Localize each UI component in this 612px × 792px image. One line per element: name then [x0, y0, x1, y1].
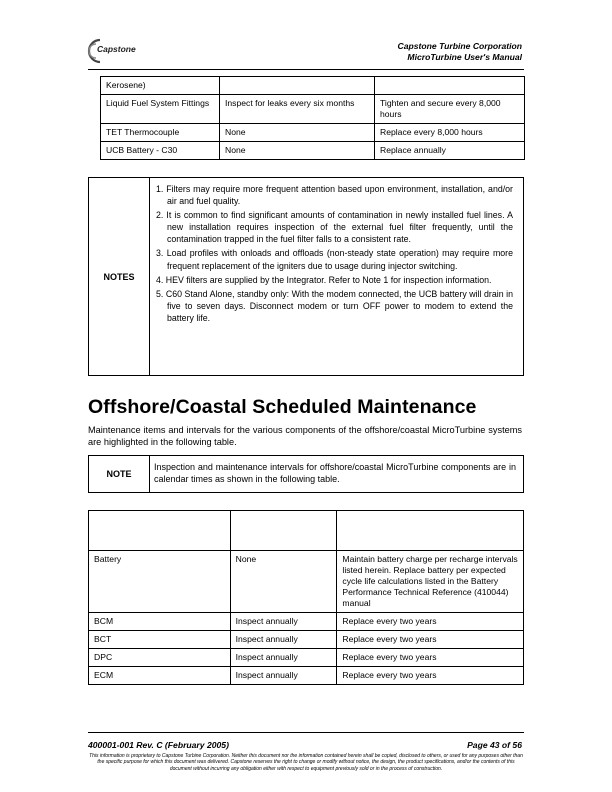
table-cell: [220, 77, 375, 95]
proprietary-notice: This information is proprietary to Capstone Turbine Corporation. Neither this document nor the information contained herein shall be copied, disclosed to others, or used for any purposes other than the specific purpose for which this document was delivered. Capstone reserves the right to change or modify without notice, the design, the product specifications, and/or the contents of this document without incurring any obligation either with respect to equipment previously sold or in the process of construction.: [89, 753, 523, 772]
table-cell: Kerosene): [101, 77, 220, 95]
manual-name: MicroTurbine User's Manual: [407, 52, 522, 62]
note-item: 5. C60 Stand Alone, standby only: With the modem connected, the UCB battery will drain in five to seven days. Disconnect modem or turn OFF power to modem to extend the battery life.: [156, 288, 513, 323]
note-item: 2. It is common to find significant amounts of contamination in newly installed fuel lines. A new installation requires inspection of the external fuel filter frequently, until the contamination trapped in the fuel filter falls to a consistent rate.: [156, 210, 513, 245]
note-item: 1. Filters may require more frequent attention based upon environment, installation, and/or air and fuel quality.: [156, 184, 513, 207]
table-cell: ECM: [89, 667, 231, 685]
header-rule: [88, 69, 524, 70]
maintenance-table-continued: [100, 76, 525, 160]
note-label: NOTE: [89, 456, 150, 492]
footer-rule: [88, 732, 524, 733]
table-cell: Inspect for leaks every six months: [220, 95, 375, 124]
table-row: [101, 124, 525, 142]
table-cell: Replace every two years: [337, 649, 524, 667]
section-intro: Maintenance items and intervals for the various components of the offshore/coastal MicroTurbine systems are highlighted in the following table.: [88, 425, 522, 448]
offshore-maintenance-table: [88, 510, 524, 685]
note-box: [88, 455, 524, 493]
table-cell: BCT: [89, 631, 231, 649]
logo-text: Capstone: [97, 44, 136, 54]
table-cell: Battery: [89, 551, 231, 613]
table-cell: None: [220, 142, 375, 160]
table-cell: Replace every two years: [337, 667, 524, 685]
notes-label: NOTES: [89, 178, 150, 375]
page-number: Page 43 of 56: [467, 740, 522, 750]
table-cell: UCB Battery - C30: [101, 142, 220, 160]
table-cell: Replace annually: [375, 142, 525, 160]
company-name: Capstone Turbine Corporation: [397, 41, 522, 51]
notes-list: [153, 183, 513, 326]
table-cell: Liquid Fuel System Fittings: [101, 95, 220, 124]
note-item: 4. HEV filters are supplied by the Integrator. Refer to Note 1 for inspection information.: [156, 274, 492, 285]
table-cell: TET Thermocouple: [101, 124, 220, 142]
table-cell: Replace every two years: [337, 613, 524, 631]
table-cell: Inspect annually: [230, 649, 337, 667]
table-row: [101, 77, 525, 95]
table-cell: DPC: [89, 649, 231, 667]
table-row: [89, 551, 524, 613]
table-cell: [230, 511, 337, 551]
table-header-row: [89, 511, 524, 551]
table-cell: Tighten and secure every 8,000 hours: [375, 95, 525, 124]
table-cell: [89, 511, 231, 551]
table-cell: None: [230, 551, 337, 613]
table-cell: Maintain battery charge per recharge intervals listed herein. Replace battery per expected cycle life calculations listed in the Battery Performance Technical Reference (410044) manual: [337, 551, 524, 613]
table-cell: None: [220, 124, 375, 142]
table-cell: [375, 77, 525, 95]
header-title: [398, 41, 522, 63]
table-cell: Inspect annually: [230, 667, 337, 685]
table-cell: Replace every two years: [337, 631, 524, 649]
table-cell: BCM: [89, 613, 231, 631]
table-row: [101, 142, 525, 160]
table-cell: Inspect annually: [230, 631, 337, 649]
note-item: 3. Load profiles with onloads and offloads (non-steady state operation) may require more frequent replacement of the igniters due to usage during injector switching.: [156, 248, 513, 271]
table-row: [89, 613, 524, 631]
table-cell: Inspect annually: [230, 613, 337, 631]
section-title: Offshore/Coastal Scheduled Maintenance: [88, 396, 477, 418]
table-row: [101, 95, 525, 124]
table-row: [89, 649, 524, 667]
table-row: [89, 631, 524, 649]
document-id: 400001-001 Rev. C (February 2005): [88, 740, 229, 750]
table-row: [89, 667, 524, 685]
notes-box: [88, 177, 524, 376]
table-cell: Replace every 8,000 hours: [375, 124, 525, 142]
table-cell: [337, 511, 524, 551]
note-text: Inspection and maintenance intervals for offshore/coastal MicroTurbine components are in calendar times as shown in the following table.: [154, 462, 516, 485]
